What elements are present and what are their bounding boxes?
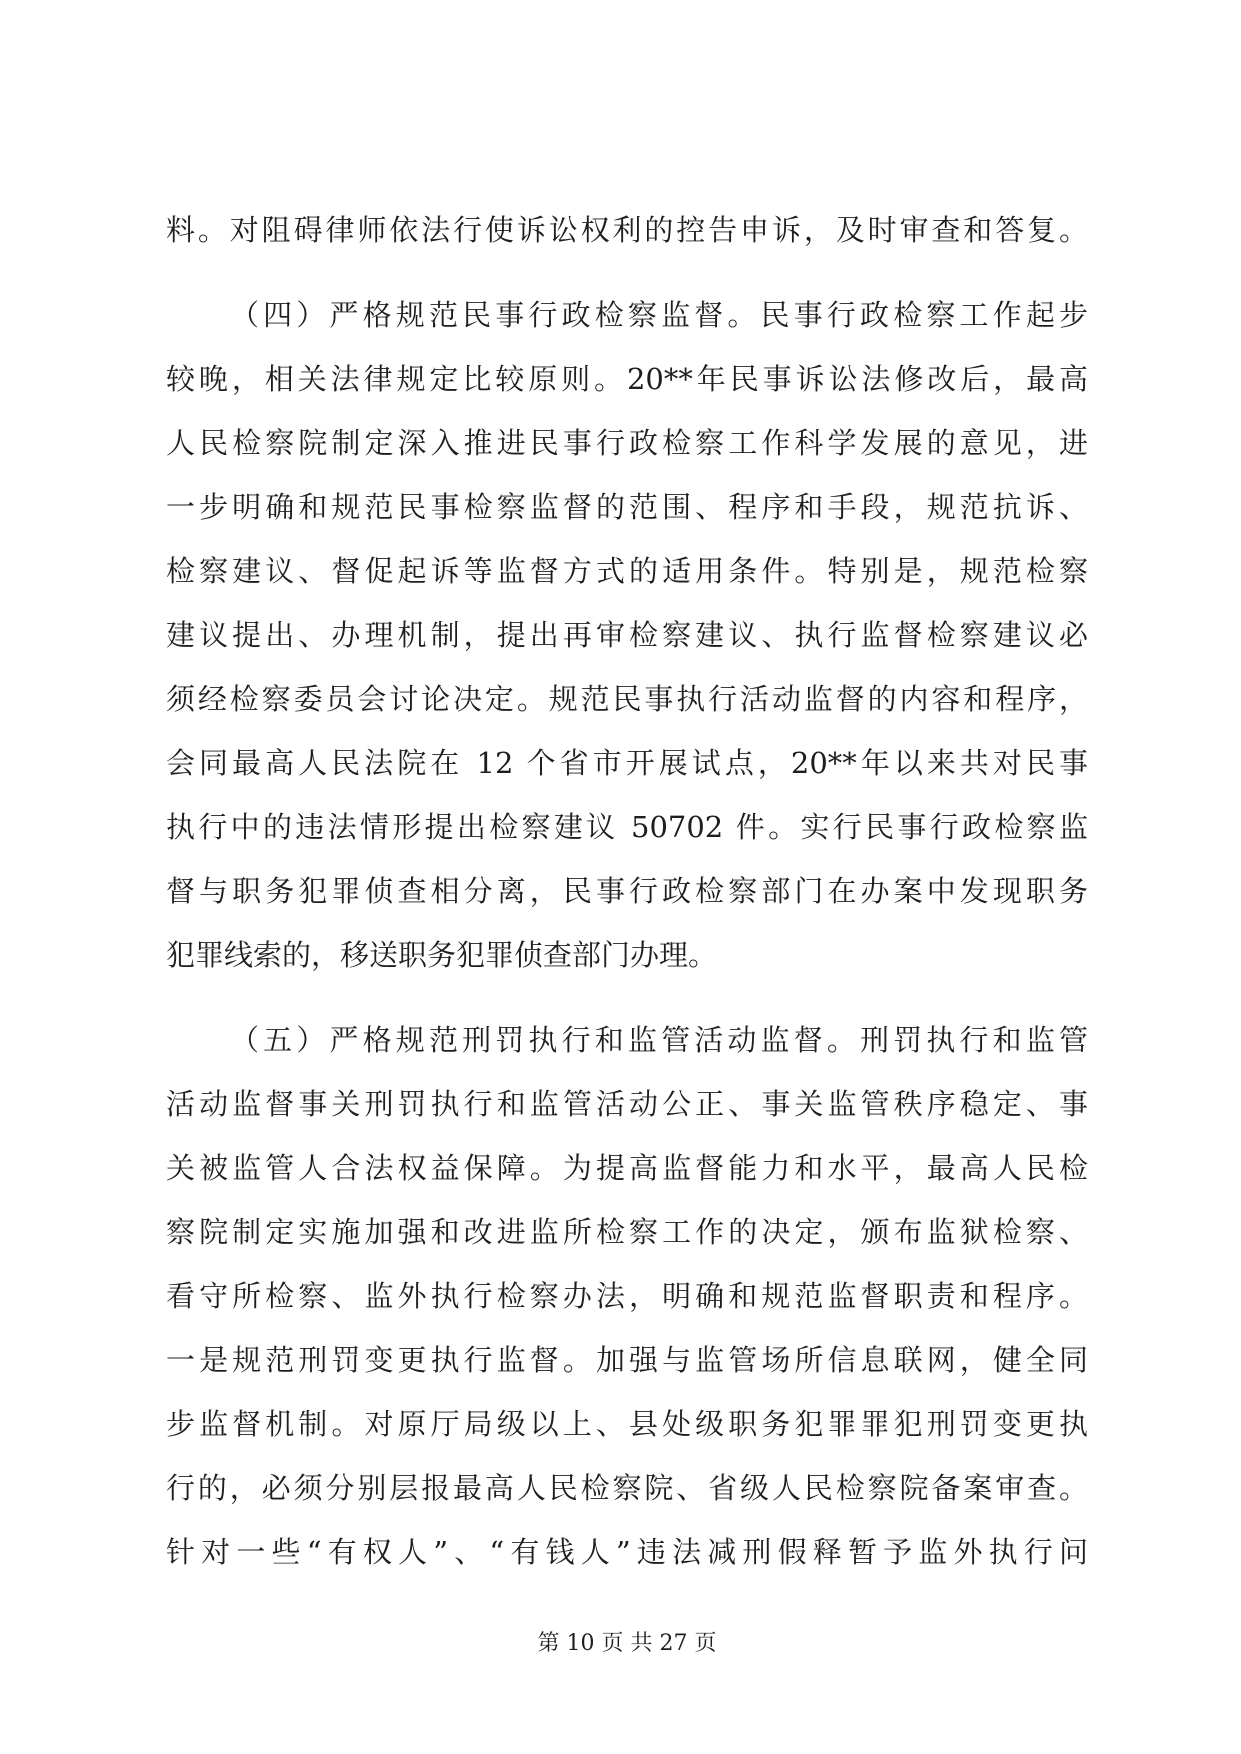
paragraph-continuation xyxy=(166,198,1088,262)
text-line: 检察建议、督促起诉等监督方式的适用条件。特别是，规范检察 xyxy=(166,554,1088,588)
text-line: 料。对阻碍律师依法行使诉讼权利的控告申诉，及时审查和答复。 xyxy=(166,213,1088,247)
text-line: 会同最高人民法院在 12 个省市开展试点，20**年以来共对民事 xyxy=(166,746,1088,780)
text-line: 人民检察院制定深入推进民事行政检察工作科学发展的意见，进 xyxy=(166,426,1088,460)
text-line: 步监督机制。对原厅局级以上、县处级职务犯罪罪犯刑罚变更执 xyxy=(166,1407,1088,1441)
text-line: （四）严格规范民事行政检察监督。民事行政检察工作起步 xyxy=(230,298,1088,332)
text-line: 活动监督事关刑罚执行和监管活动公正、事关监管秩序稳定、事 xyxy=(166,1087,1088,1121)
text-line: 犯罪线索的，移送职务犯罪侦查部门办理。 xyxy=(166,938,718,972)
text-line: 察院制定实施加强和改进监所检察工作的决定，颁布监狱检察、 xyxy=(166,1215,1088,1249)
text-line: 须经检察委员会讨论决定。规范民事执行活动监督的内容和程序， xyxy=(166,682,1088,716)
text-line: 看守所检察、监外执行检察办法，明确和规范监督职责和程序。 xyxy=(166,1279,1088,1313)
text-line: （五）严格规范刑罚执行和监管活动监督。刑罚执行和监管 xyxy=(230,1023,1088,1057)
text-line: 建议提出、办理机制，提出再审检察建议、执行监督检察建议必 xyxy=(166,618,1088,652)
page-number-footer: 第 10 页 共 27 页 xyxy=(537,1631,717,1656)
text-line: 一是规范刑罚变更执行监督。加强与监管场所信息联网，健全同 xyxy=(166,1343,1088,1377)
text-line: 关被监管人合法权益保障。为提高监督能力和水平，最高人民检 xyxy=(166,1151,1088,1185)
text-line: 较晚，相关法律规定比较原则。20**年民事诉讼法修改后，最高 xyxy=(166,362,1088,396)
body-text xyxy=(166,198,1088,1584)
text-line: 针对一些“有权人”、“有钱人”违法减刑假释暂予监外执行问 xyxy=(166,1535,1088,1569)
text-line: 行的，必须分别层报最高人民检察院、省级人民检察院备案审查。 xyxy=(166,1471,1088,1505)
text-line: 执行中的违法情形提出检察建议 50702 件。实行民事行政检察监 xyxy=(166,810,1088,844)
paragraph-civil-administrative-supervision xyxy=(166,283,1088,987)
text-line: 一步明确和规范民事检察监督的范围、程序和手段，规范抗诉、 xyxy=(166,490,1088,524)
paragraph-penalty-execution-supervision xyxy=(166,1008,1088,1584)
text-line: 督与职务犯罪侦查相分离，民事行政检察部门在办案中发现职务 xyxy=(166,874,1088,908)
